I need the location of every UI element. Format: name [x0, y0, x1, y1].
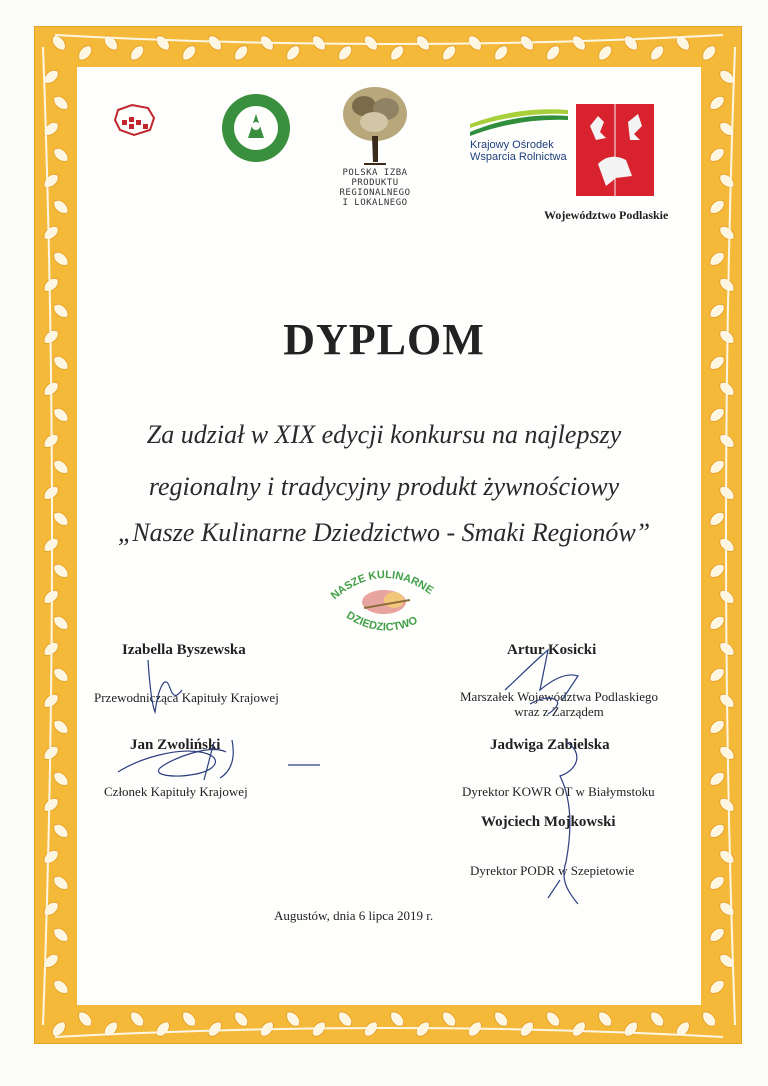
signatory-role: Dyrektor PODR w Szepietowie — [470, 863, 635, 878]
signatory-role: Dyrektor KOWR OT w Białymstoku — [462, 784, 655, 799]
izba-line: REGIONALNEGO — [339, 188, 411, 198]
kowr-line2: Wsparcia Rolnictwa — [470, 151, 567, 163]
body-line-3: „Nasze Kulinarne Dziedzictwo - Smaki Regionów” — [117, 518, 651, 547]
signatory-role: Marszałek Województwa Podlaskiego — [460, 689, 658, 704]
place-and-date: Augustów, dnia 6 lipca 2019 r. — [274, 908, 434, 923]
svg-text:NASZE KULINARNE: NASZE KULINARNE — [328, 568, 436, 603]
signatory-name: Wojciech Mojkowski — [481, 814, 616, 830]
body-line-1: Za udział w XIX edycji konkursu na najlepszy — [146, 420, 622, 449]
signatory-role: Przewodnicząca Kapituły Krajowej — [94, 690, 279, 705]
signatory-role: wraz z Zarządem — [514, 704, 604, 719]
signatory-name: Izabella Byszewska — [122, 642, 246, 658]
body-line-2: regionalny i tradycyjny produkt żywnościowy — [148, 472, 620, 501]
izba-line: PRODUKTU — [351, 178, 399, 188]
signatory-role: Członek Kapituły Krajowej — [104, 784, 248, 799]
diploma-title: DYPLOM — [283, 315, 485, 364]
signatory-name: Artur Kosicki — [507, 642, 597, 658]
kowr-line1: Krajowy Ośrodek — [470, 139, 554, 151]
izba-line: I LOKALNEGO — [342, 198, 408, 208]
signatory-name: Jan Zwoliński — [130, 737, 221, 753]
svg-text:DZIEDZICTWO: DZIEDZICTWO — [344, 609, 420, 634]
voivodeship-label: Województwo Podlaskie — [544, 208, 669, 222]
signatory-name: Jadwiga Zabielska — [490, 737, 610, 753]
izba-line: POLSKA IZBA — [342, 168, 408, 178]
